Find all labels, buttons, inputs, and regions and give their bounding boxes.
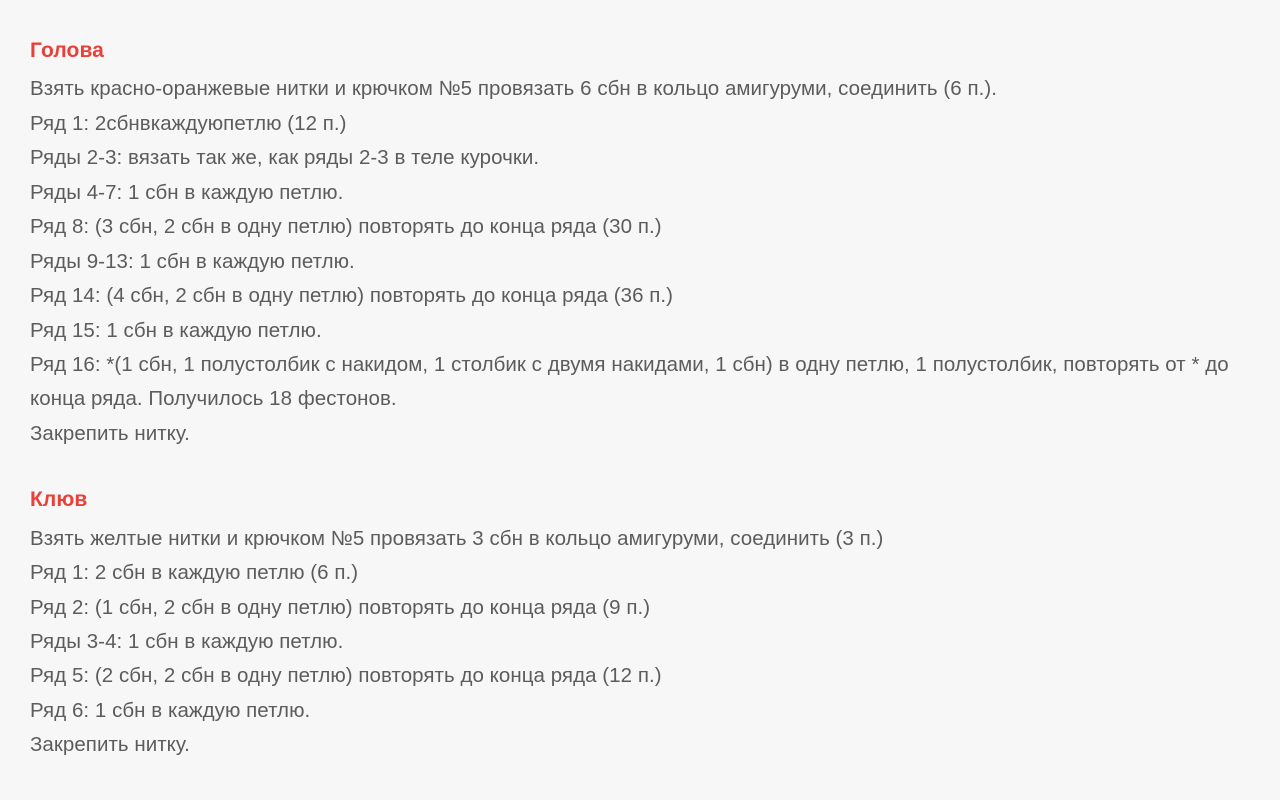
instruction-line: Ряд 1: 2 сбн в каждую петлю (6 п.) (30, 561, 359, 585)
instruction-line: Ряды 4-7: 1 сбн в каждую петлю. (30, 180, 344, 204)
instruction-line: Ряд 2: (1 сбн, 2 сбн в одну петлю) повторять до конца ряда (9 п.) (30, 595, 651, 619)
section-beak (30, 485, 1250, 763)
instruction-line: Ряды 2-3: вязать так же, как ряды 2-3 в теле курочки. (30, 146, 540, 170)
instruction-line: Ряд 15: 1 сбн в каждую петлю. (30, 318, 322, 342)
instruction-line: Взять желтые нитки и крючком №5 провязать 3 сбн в кольцо амигуруми, соединить (3 п.) (30, 526, 884, 550)
instruction-line: Ряд 16: *(1 сбн, 1 полустолбик с накидом, 1 столбик с двумя накидами, 1 сбн) в одну петлю, 1 полустолбик, повторять от * до конца ряда. Получилось 18 фестонов. (30, 352, 1235, 411)
instruction-line: Ряд 5: (2 сбн, 2 сбн в одну петлю) повторять до конца ряда (12 п.) (30, 664, 662, 688)
instruction-line: Закрепить нитку. (30, 421, 190, 445)
instruction-line: Взять красно-оранжевые нитки и крючком №5 провязать 6 сбн в кольцо амигуруми, соединить (6 п.). (30, 77, 997, 101)
instruction-line: Ряды 3-4: 1 сбн в каждую петлю. (30, 630, 344, 653)
instruction-line: Ряд 1: 2сбнвкаждуюпетлю (12 п.) (30, 111, 347, 135)
instruction-line: Ряды 9-13: 1 сбн в каждую петлю. (30, 249, 355, 273)
section-title-head: Голова (30, 39, 104, 62)
instruction-line: Ряд 6: 1 сбн в каждую петлю. (30, 698, 311, 722)
section-head (30, 36, 1250, 451)
instruction-line: Ряд 14: (4 сбн, 2 сбн в одну петлю) повторять до конца ряда (36 п.) (30, 284, 674, 308)
instruction-line: Закрепить нитку. (30, 733, 190, 757)
instruction-line: Ряд 8: (3 сбн, 2 сбн в одну петлю) повторять до конца ряда (30 п.) (30, 215, 662, 239)
section-title-beak: Клюв (30, 488, 88, 512)
